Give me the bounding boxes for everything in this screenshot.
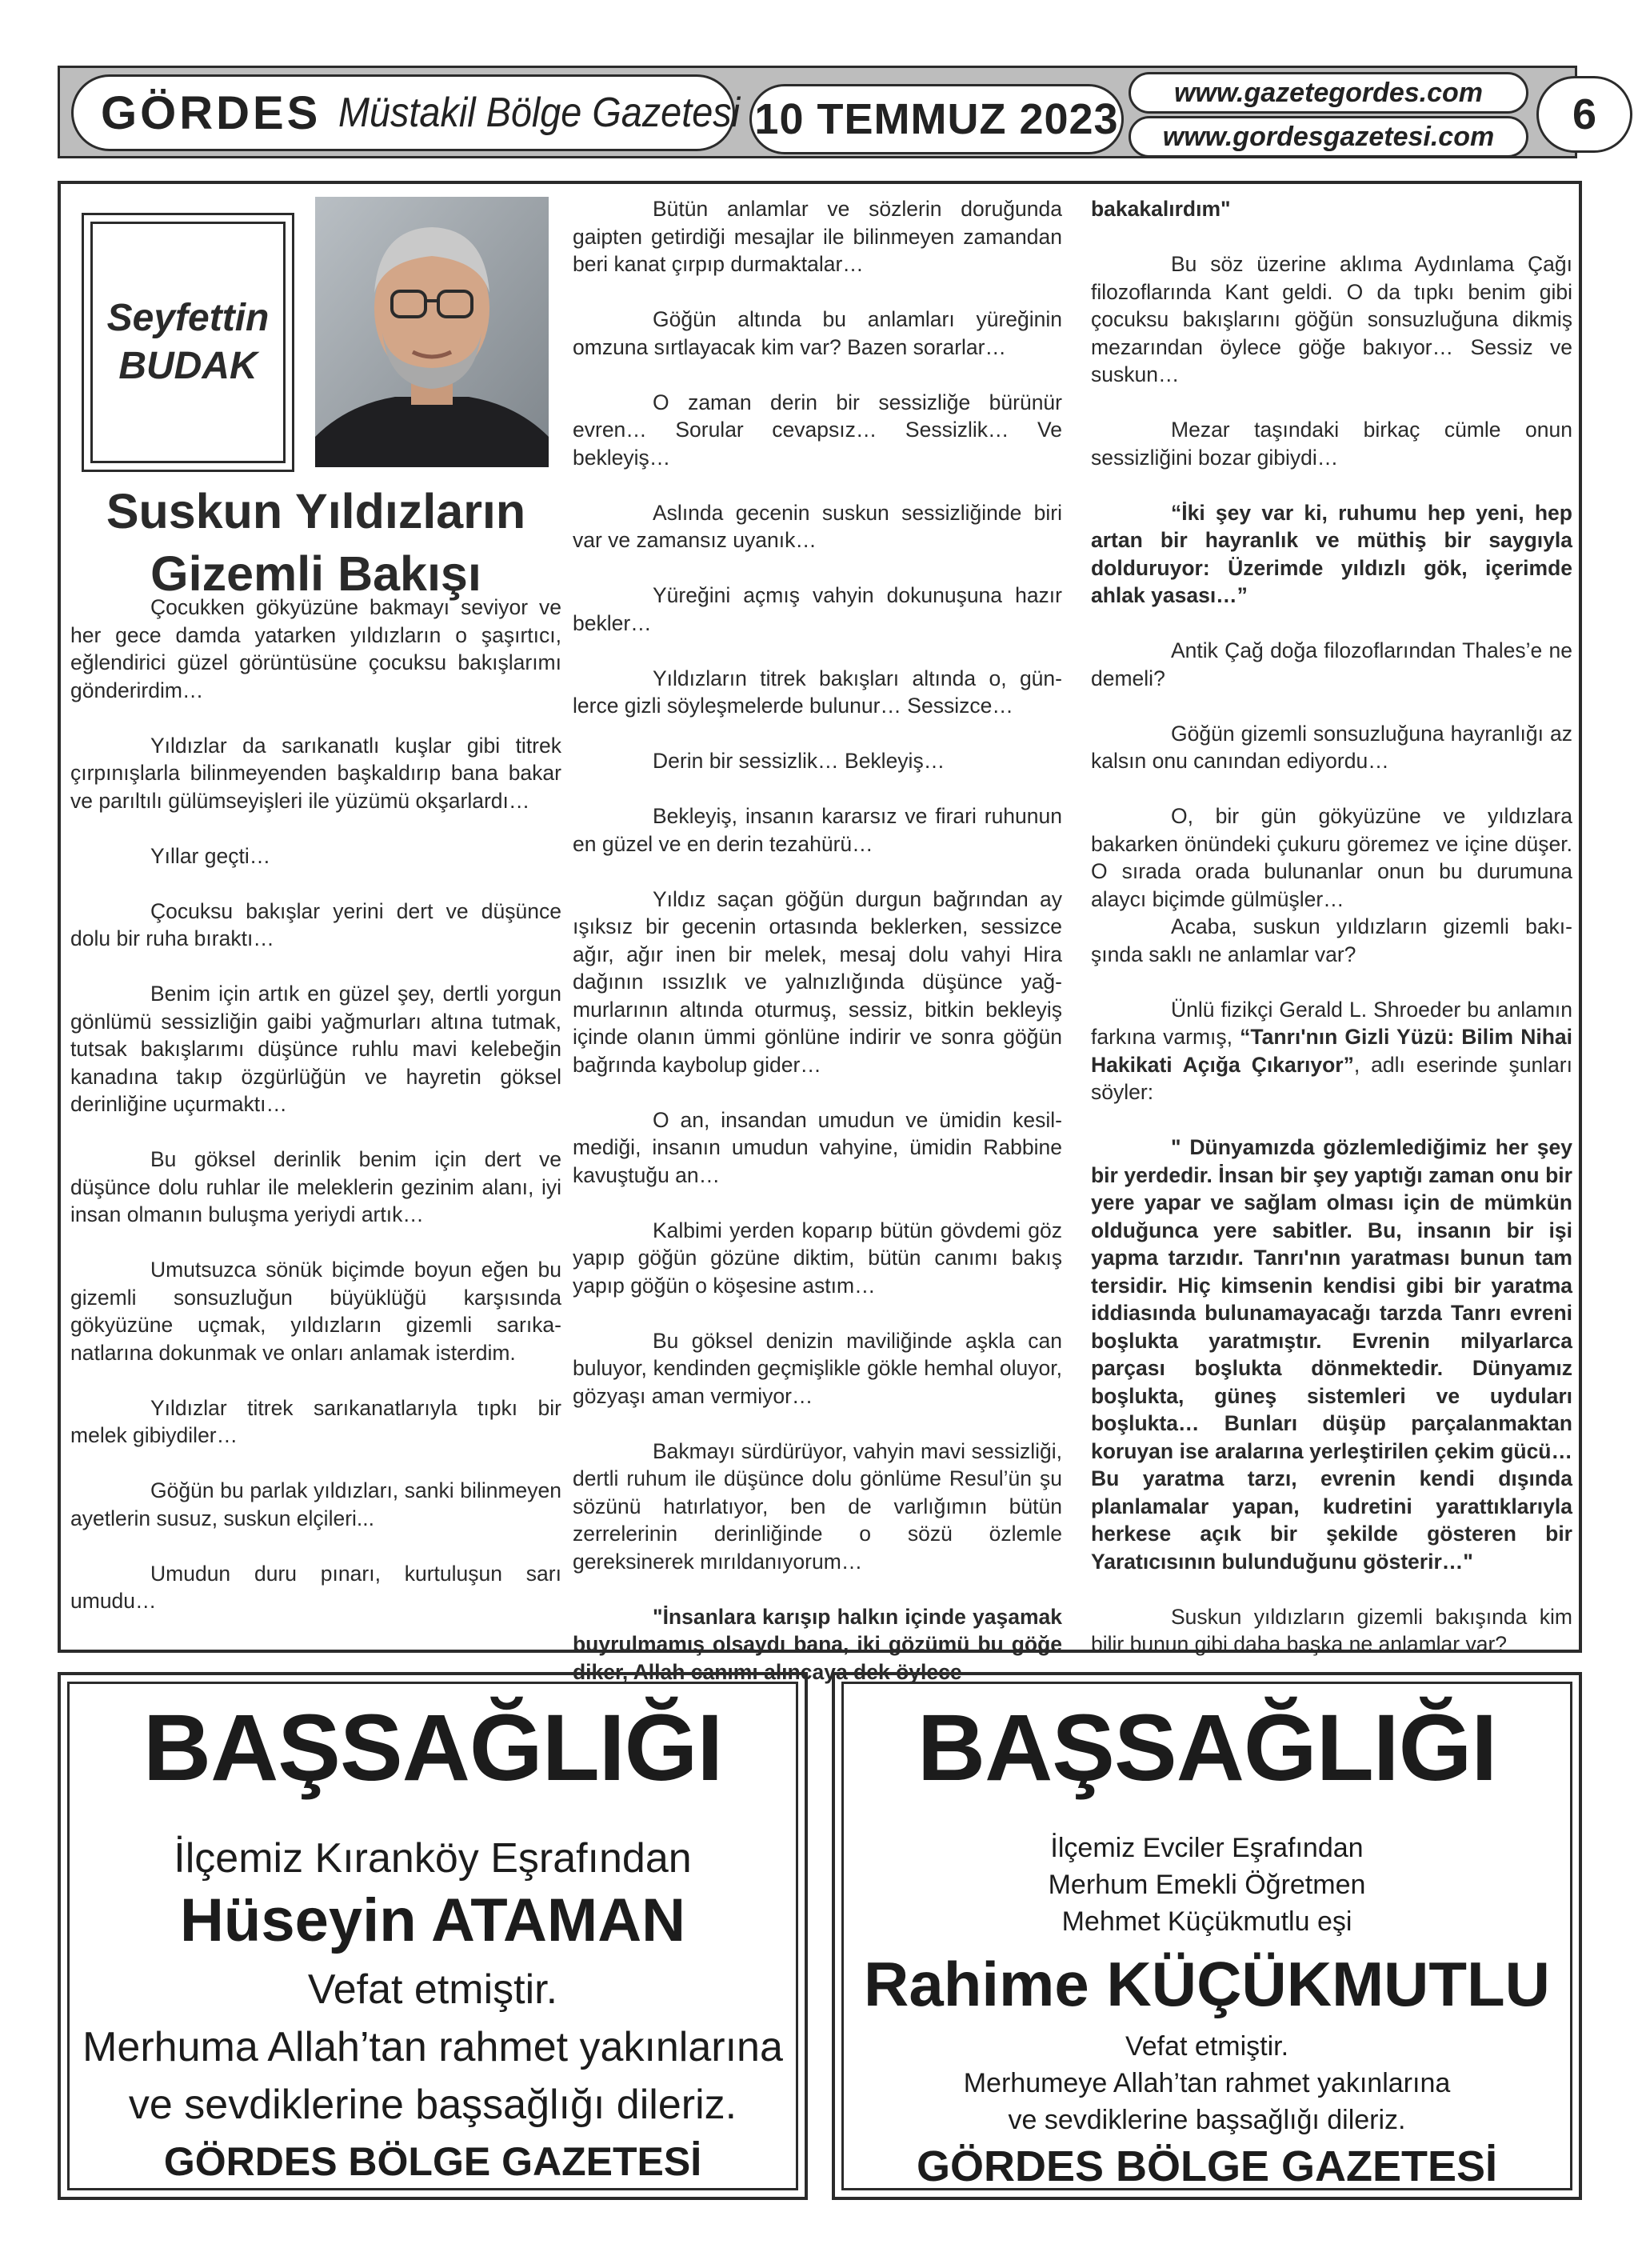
paragraph: Göğün altında bu anlamları yüreğinin omzuna sırtlayacak kim var? Bazen sorarlar…	[573, 307, 1062, 359]
paragraph: Çocuksu bakışlar yerini dert ve düşünce dolu bir ruha bıraktı…	[70, 898, 561, 950]
page-number: 6	[1536, 76, 1632, 153]
ad-text-line: ve sevdiklerine başsağlığı dileriz.	[128, 2082, 737, 2128]
article-frame	[58, 181, 1582, 1684]
paragraph: Yıldızlar da sarıkanatlı kuşlar gibi titrek çırpınışlarla bilinmeyenden başkaldırıp bana bakar ve parıltılı gülümseyişleri ile yüzümü okşarlardı…	[70, 733, 561, 813]
paragraph: Çocukken gökyüzüne bakmayı seviyor ve her gece damda yatarken yıldızların o şaşırtıcı, eğlendirici güzel görüntüsüne çocuksu bakışlarımı gönderirdim…	[70, 595, 561, 702]
author-first-name: Seyfettin	[106, 297, 270, 339]
newspaper-name	[71, 74, 741, 151]
newspaper-brand: GÖRDES	[101, 86, 322, 139]
article-column-1	[70, 594, 561, 1642]
paragraph: Yıllar geçti…	[150, 843, 271, 868]
ad-text-line: Vefat etmiştir.	[307, 1966, 558, 2013]
ad-text-line: İlçemiz Evciler Eşrafından	[1050, 1833, 1364, 1863]
paragraph: Göğün bu parlak yıldızları, sanki bilinmeyen ayetlerin susuz, suskun elçileri...	[70, 1478, 561, 1530]
paragraph: Mezar taşındaki birkaç cümle onun sessizliğini bozar gibiydi…	[1091, 418, 1572, 470]
paragraph: Yıldız saçan göğün durgun bağrından ay ışıksız bir gecenin ortasında beklerken, sessizce ağır, ağır inen bir melek, mesaj dolu vahyi Hira dağının ıssızlık ve yalnızlığında düşünce yağmurlarının altında oturmuş, sessiz, bitkin bekleyiş içinde olanın ümmi gönlüne indirir ve sonra göğün bağrında kaybolup gider…	[573, 886, 1062, 1077]
ad-text-line: Vefat etmiştir.	[1125, 2031, 1289, 2062]
paragraph: Bütün anlamlar ve sözlerin doruğunda gaipten getirdiği mesajlar ile bilinmeyen zamandan beri kanat çırpıp durmaktalar…	[573, 197, 1062, 276]
condolence-title: BAŞSAĞLIĞI	[142, 1695, 723, 1801]
ad-text-line: İlçemiz Kıranköy Eşrafından	[174, 1835, 692, 1882]
paragraph: Yüreğini açmış vahyin dokunuşuna hazır bekler…	[573, 583, 1062, 635]
article-headline	[80, 480, 552, 605]
website-link-1[interactable]: www.gazetegordes.com	[1129, 72, 1528, 114]
author-portrait-image	[315, 197, 549, 467]
paragraph: Benim için artık en güzel şey, dertli yorgun gönlümü sessizliğin gaibi yağmurları altına tutmak, tutsak bakışlarımı düşünce ruhlu mavi kelebeğin kanadına takıp özgürlüğün ve hayretin göksel derinliğine uçurmaktı…	[70, 982, 561, 1116]
paragraph	[1091, 996, 1572, 1106]
paragraph: Suskun yıldızların gizemli bakışında kim bilir bunun gibi daha başka ne anlamlar var?	[1091, 1604, 1572, 1656]
ad-signature: GÖRDES BÖLGE GAZETESİ	[916, 2142, 1498, 2190]
headline-line-2: Gizemli Bakışı	[150, 546, 481, 601]
newspaper-subtitle: Müstakil Bölge Gazetesi	[338, 90, 741, 136]
author-photo	[315, 197, 549, 467]
ad-signature: GÖRDES BÖLGE GAZETESİ	[163, 2139, 702, 2184]
paragraph: Acaba, suskun yıldızların gizemli bakışında saklı ne anlamlar var?	[1091, 914, 1572, 966]
deceased-name: Rahime KÜÇÜKMUTLU	[864, 1949, 1550, 2019]
paragraph: Bu söz üzerine aklıma Aydınlama Çağı filozoflarında Kant geldi. O da tıpkı benim gibi çocuksu bakışlarını göğün sonsuzluğuna dikmiş mezarından öylece göğe bakıyor… Sessiz ve suskun…	[1091, 252, 1572, 386]
article-column-2	[573, 195, 1062, 1714]
condolence-ad-2	[832, 1672, 1582, 2200]
condolence-ad-1	[58, 1672, 808, 2200]
paragraph: Bekleyiş, insanın kararsız ve firari ruhunun en güzel ve en derin tezahürü…	[573, 804, 1062, 856]
paragraph: Umutsuzca sönük biçimde boyun eğen bu gizemli sonsuzluğun büyüklüğü karşısında gökyüzüne uçmak, yıldızların gizemli sarıkanatlarına dokunmak ve onları anlamak isterdim.	[70, 1258, 561, 1365]
paragraph: Antik Çağ doğa filozoflarından Thales’e ne demeli?	[1091, 638, 1572, 690]
ad-text-line: Mehmet Küçükmutlu eşi	[1061, 1906, 1352, 1937]
paragraph: Aslında gecenin suskun sessizliğinde biri var ve zamansız uyanık…	[573, 500, 1062, 552]
paragraph: O an, insandan umudun ve ümidin kesilmediği, insanın umudun vahyine, ümidin Rabbine kavuştuğu an…	[573, 1107, 1062, 1187]
paragraph: O zaman derin bir sessizliğe bürünür evren… Sorular cevapsız… Sessizlik… Ve bekleyiş…	[573, 390, 1062, 470]
website-link-2[interactable]: www.gordesgazetesi.com	[1129, 116, 1528, 158]
headline-line-1: Suskun Yıldızların	[106, 484, 526, 538]
kant-quote: “İki şey var ki, ruhumu hep yeni, hep artan bir hayranlık ve müthiş bir saygıyla dolduruyor: Üzerimde yıldızlı gök, içerimde ahlak yasası…”	[1091, 500, 1572, 607]
deceased-name: Hüseyin ATAMAN	[180, 1886, 685, 1954]
article-column-3	[1091, 195, 1572, 1686]
masthead	[58, 66, 1597, 158]
book-title: “Tanrı'nın Gizli Yüzü: Bilim Nihai Hakikati Açığa Çıkarıyor”	[1091, 1025, 1572, 1077]
paragraph: Bu göksel denizin maviliğinde aşkla can buluyor, kendinden geçmişlikle gökle hemhal oluyor, gözyaşı aman vermiyor…	[573, 1328, 1062, 1408]
text-span: , adlı eserinde şunları söyler:	[1091, 1052, 1572, 1104]
author-last-name: BUDAK	[118, 345, 258, 387]
issue-date: 10 TEMMUZ 2023	[749, 84, 1124, 154]
paragraph: Derin bir sessizlik… Bekleyiş…	[653, 749, 945, 773]
hadith-quote-end: bakakalırdım"	[1091, 197, 1231, 221]
text-span: Ünlü fizikçi Gerald L. Shroeder bu anlamın farkına varmış,	[1091, 997, 1572, 1049]
ad-text-line: Merhuma Allah’tan rahmet yakınlarına	[82, 2024, 783, 2070]
condolence-title: BAŞSAĞLIĞI	[917, 1695, 1497, 1801]
shroeder-quote: " Dünyamızda gözlemlediğimiz her şey bir yerdedir. İnsan bir şey yaptığı zaman onu bir yere yapar ve sağlam olması için de mümkün olduğunca yere sabitler. Bu, insanın bir işi yapma tarzıdır. Tanrı'nın yaratması bunun tam tersidir. Hiç kimsenin kendisi gibi bir yaratma iddiasında bulunamayacağı tarzda Tanrı evreni boşlukta yaratmıştır. Evrenin milyarlarca parçası boşlukta dönmektedir. Dünyamız boşlukta, güneş sistemleri ve uyduları boşlukta… Bunları düşüp parçalanmaktan koruyan ise aralarına yerleştirilen çekim gücü… Bu yaratma tarzı, evrenin kendi dışında planlamalar yapan, kudretini yarattıklarıyla herkese açık bir şekilde gösteren bir Yaratıcısının bulunduğunu gösterir…"	[1091, 1135, 1572, 1574]
ad-text-line: Merhum Emekli Öğretmen	[1048, 1870, 1366, 1900]
paragraph: Kalbimi yerden koparıp bütün gövdemi göz yapıp göğün gözüne diktim, bütün canımı bakış yapıp göğün o köşesine astım…	[573, 1218, 1062, 1298]
ad-text-line: ve sevdiklerine başsağlığı dileriz.	[1008, 2105, 1406, 2135]
paragraph: Yıldızların titrek bakışları altında o, günlerce gizli söyleşmelerde bulunur… Sessizce…	[573, 666, 1062, 718]
paragraph: Göğün gizemli sonsuzluğuna hayranlığı az kalsın onu canından ediyordu…	[1091, 721, 1572, 773]
ad-text-line: Merhumeye Allah’tan rahmet yakınlarına	[963, 2068, 1451, 2098]
paragraph: O, bir gün gökyüzüne ve yıldızlara bakarken önündeki çukuru göremez ve içine düşer. O sırada orada bulunanlar onun bu durumuna alaycı biçimde gülmüşler…	[1091, 804, 1572, 911]
hadith-quote: "İnsanlara karışıp halkın içinde yaşamak buyrulmamış olsaydı bana, iki gözümü bu göğe diker, Allah canımı alıncaya dek öylece	[573, 1604, 1062, 1684]
paragraph: Umudun duru pınarı, kurtuluşun sarı umudu…	[70, 1561, 561, 1613]
paragraph: Bakmayı sürdürüyor, vahyin mavi sessizliği, dertli ruhum ile düşünce dolu gönlüme Resul’ün şu sözünü hatırlatıyor, ben de varlığımın bütün zerrelerinin derinliğinde o sözü özlemle gereksinerek mırıldanıyorum…	[573, 1438, 1062, 1574]
author-name-box	[82, 213, 294, 472]
paragraph: Bu göksel derinlik benim için dert ve düşünce dolu ruhlar ile meleklerin gezinim alanı, iyi insan olmanın buluşma yeriydi artık…	[70, 1147, 561, 1226]
paragraph: Yıldızlar titrek sarıkanatlarıyla tıpkı bir melek gibiydiler…	[70, 1395, 561, 1447]
